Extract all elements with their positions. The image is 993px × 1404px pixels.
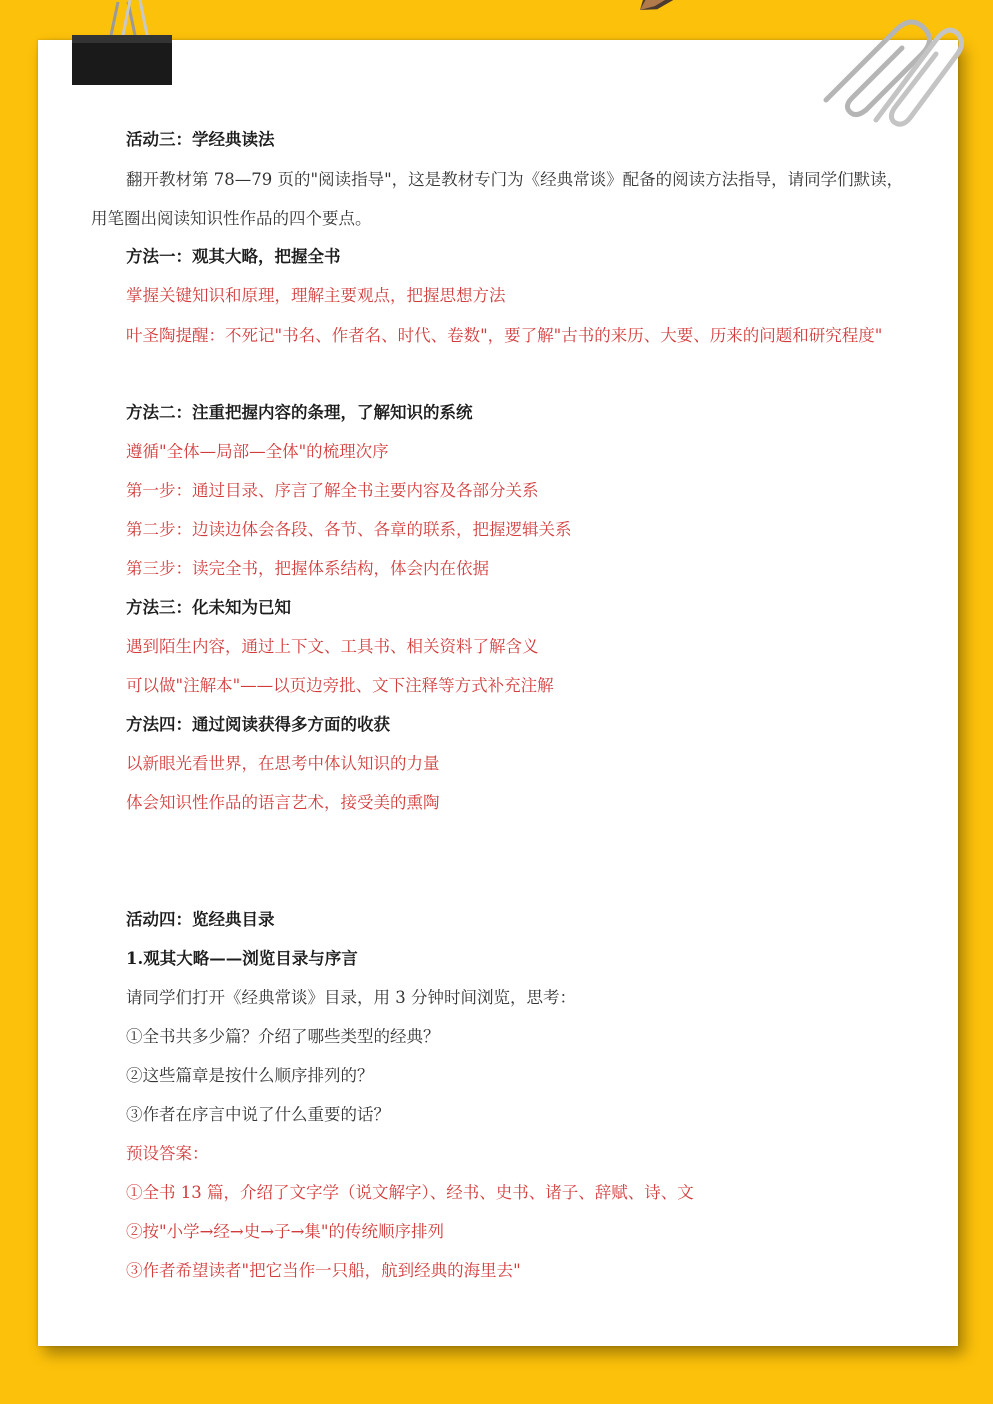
- question-1: ①全书共多少篇？介绍了哪些类型的经典？: [126, 1027, 440, 1046]
- method-three-point-1: 遇到陌生内容，通过上下文、工具书、相关资料了解含义: [126, 637, 539, 656]
- answer-label: 预设答案：: [126, 1144, 209, 1163]
- section-one-prompt: 请同学们打开《经典常谈》目录，用 3 分钟时间浏览，思考：: [126, 988, 576, 1007]
- method-four-point-2: 体会知识性作品的语言艺术，接受美的熏陶: [126, 793, 440, 812]
- section-one-title: 1.观其大略——浏览目录与序言: [126, 949, 358, 968]
- watermark-text: @一起备课: [760, 153, 891, 308]
- method-three-title: 方法三：化未知为已知: [126, 598, 291, 617]
- method-four-title: 方法四：通过阅读获得多方面的收获: [126, 715, 390, 734]
- method-two-point-1: 遵循"全体—局部—全体"的梳理次序: [126, 442, 389, 461]
- activity-four-title: 活动四：览经典目录: [126, 910, 275, 929]
- answer-1: ①全书 13 篇，介绍了文字学（说文解字）、经书、史书、诸子、辞赋、诗、文: [126, 1183, 694, 1202]
- method-two-step-1: 第一步：通过目录、序言了解全书主要内容及各部分关系: [126, 481, 539, 500]
- question-2: ②这些篇章是按什么顺序排列的？: [126, 1066, 374, 1085]
- method-four-point-1: 以新眼光看世界，在思考中体认知识的力量: [126, 754, 440, 773]
- method-one-point-1: 掌握关键知识和原理，理解主要观点，把握思想方法: [126, 286, 506, 305]
- question-3: ③作者在序言中说了什么重要的话？: [126, 1105, 390, 1124]
- method-two-title: 方法二：注重把握内容的条理，了解知识的系统: [126, 403, 473, 422]
- method-one-title: 方法一：观其大略，把握全书: [126, 247, 341, 266]
- activity-three-intro-text: 翻开教材第 78—79 页的"阅读指导"，这是教材专门为《经典常谈》配备的阅读方法指导，请同学们默读，用笔圈出阅读知识性作品的四个要点。: [91, 170, 904, 228]
- method-one-point-2-text: 叶圣陶提醒：不死记"书名、作者名、时代、卷数"，要了解"古书的来历、大要、历来的问题和研究程度": [126, 326, 883, 345]
- method-three-point-2: 可以做"注解本"——以页边旁批、文下注释等方式补充注解: [126, 676, 554, 695]
- method-two-step-2: 第二步：边读边体会各段、各节、各章的联系，把握逻辑关系: [126, 520, 572, 539]
- binder-clip-icon: [70, 0, 180, 90]
- activity-three-title: 活动三：学经典读法: [126, 130, 275, 149]
- method-one-point-2: [91, 316, 906, 355]
- activity-three-intro: [91, 160, 906, 238]
- method-two-step-3: 第三步：读完全书，把握体系结构，体会内在依据: [126, 559, 489, 578]
- answer-2: ②按"小学→经→史→子→集"的传统顺序排列: [126, 1222, 444, 1241]
- answer-3: ③作者希望读者"把它当作一只船，航到经典的海里去": [126, 1261, 521, 1280]
